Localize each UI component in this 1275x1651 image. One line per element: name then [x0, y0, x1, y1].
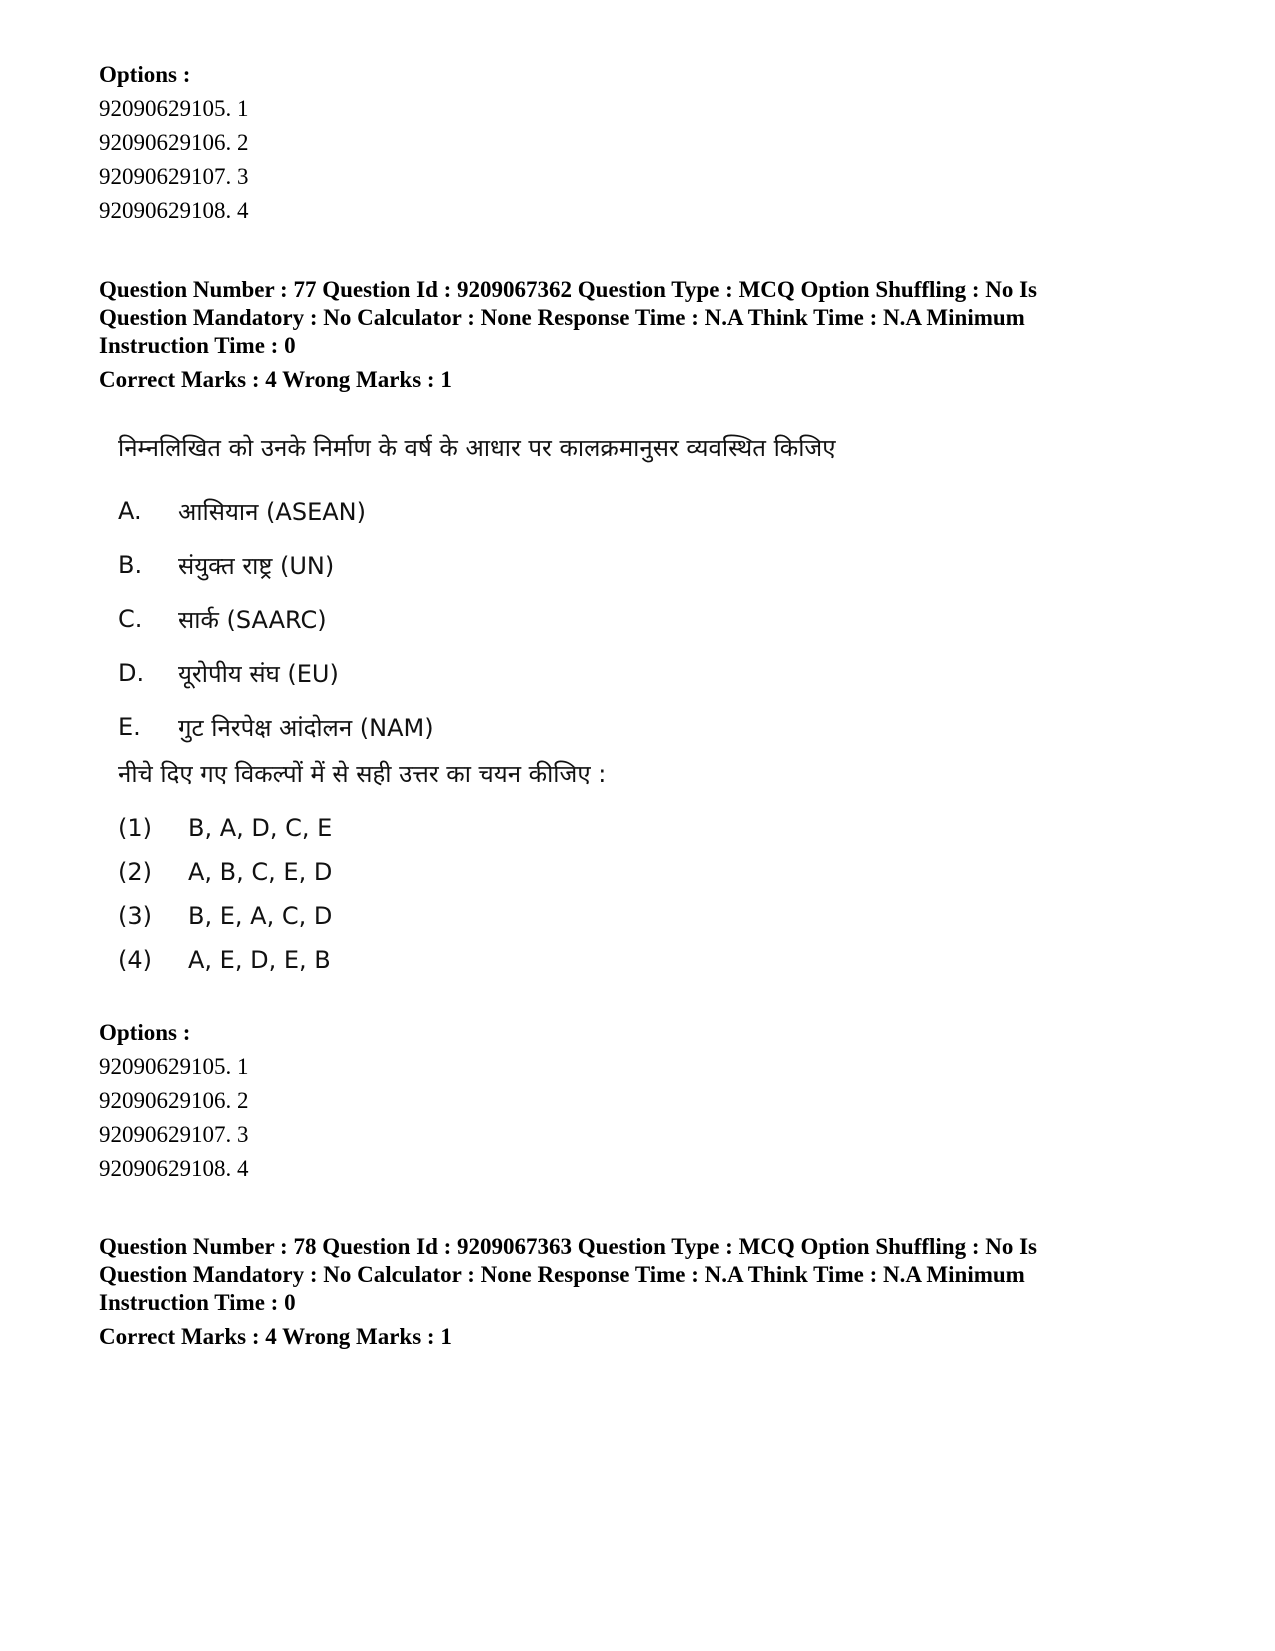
item-label: A.: [118, 497, 142, 525]
choice-number: (1): [118, 814, 152, 842]
item-label: E.: [118, 713, 141, 741]
options-list: [99, 1050, 1179, 1186]
item-label: D.: [118, 659, 145, 687]
question-marks: Correct Marks : 4 Wrong Marks : 1: [99, 367, 452, 392]
item-label: C.: [118, 605, 143, 633]
answer-choice: [118, 806, 1018, 850]
options-block-2: [99, 1016, 1179, 1186]
choice-number: (3): [118, 902, 152, 930]
item-label: B.: [118, 551, 143, 579]
option-item: 92090629107. 3: [99, 164, 249, 189]
answer-choice: [118, 850, 1018, 894]
question-78-header: [99, 1233, 1179, 1351]
list-item: [118, 484, 1018, 538]
item-text: सार्क (SAARC): [178, 605, 327, 634]
list-item: [118, 700, 1018, 754]
options-block-1: [99, 58, 1179, 228]
choice-text: B, E, A, C, D: [188, 902, 333, 930]
question-header-line: Question Mandatory : No Calculator : None Response Time : N.A Think Time : N.A Minimum: [99, 305, 1025, 330]
question-header-line: Question Number : 77 Question Id : 9209067362 Question Type : MCQ Option Shuffling : No Is: [99, 277, 1038, 302]
question-header-line: Instruction Time : 0: [99, 333, 296, 358]
question-header-line: Question Number : 78 Question Id : 9209067363 Question Type : MCQ Option Shuffling : No Is: [99, 1234, 1038, 1259]
question-77-header: [99, 276, 1179, 394]
list-item: [118, 646, 1018, 700]
question-stem: निम्नलिखित को उनके निर्माण के वर्ष के आधार पर कालक्रमानुसर व्यवस्थित किजिए: [118, 434, 836, 462]
choice-text: A, B, C, E, D: [188, 858, 333, 886]
choice-number: (2): [118, 858, 152, 886]
option-item: 92090629106. 2: [99, 130, 249, 155]
options-heading: Options :: [99, 1020, 191, 1045]
choice-text: B, A, D, C, E: [188, 814, 333, 842]
choice-text: A, E, D, E, B: [188, 946, 331, 974]
item-text: गुट निरपेक्ष आंदोलन (NAM): [178, 713, 434, 742]
choice-number: (4): [118, 946, 152, 974]
list-item: [118, 592, 1018, 646]
options-heading: Options :: [99, 62, 191, 87]
answer-choice: [118, 938, 1018, 982]
item-text: संयुक्त राष्ट्र (UN): [178, 551, 335, 580]
list-item: [118, 538, 1018, 592]
question-header-line: Instruction Time : 0: [99, 1290, 296, 1315]
option-item: 92090629105. 1: [99, 96, 249, 121]
question-77-content: [118, 428, 1018, 982]
question-instruction: नीचे दिए गए विकल्पों में से सही उत्तर का चयन कीजिए :: [118, 760, 607, 788]
option-item: 92090629105. 1: [99, 1054, 249, 1079]
option-item: 92090629108. 4: [99, 198, 249, 223]
option-item: 92090629106. 2: [99, 1088, 249, 1113]
option-item: 92090629107. 3: [99, 1122, 249, 1147]
question-header-line: Question Mandatory : No Calculator : None Response Time : N.A Think Time : N.A Minimum: [99, 1262, 1025, 1287]
question-marks: Correct Marks : 4 Wrong Marks : 1: [99, 1324, 452, 1349]
item-text: आसियान (ASEAN): [178, 497, 366, 526]
answer-choice: [118, 894, 1018, 938]
option-item: 92090629108. 4: [99, 1156, 249, 1181]
item-text: यूरोपीय संघ (EU): [178, 659, 339, 688]
options-list: [99, 92, 1179, 228]
